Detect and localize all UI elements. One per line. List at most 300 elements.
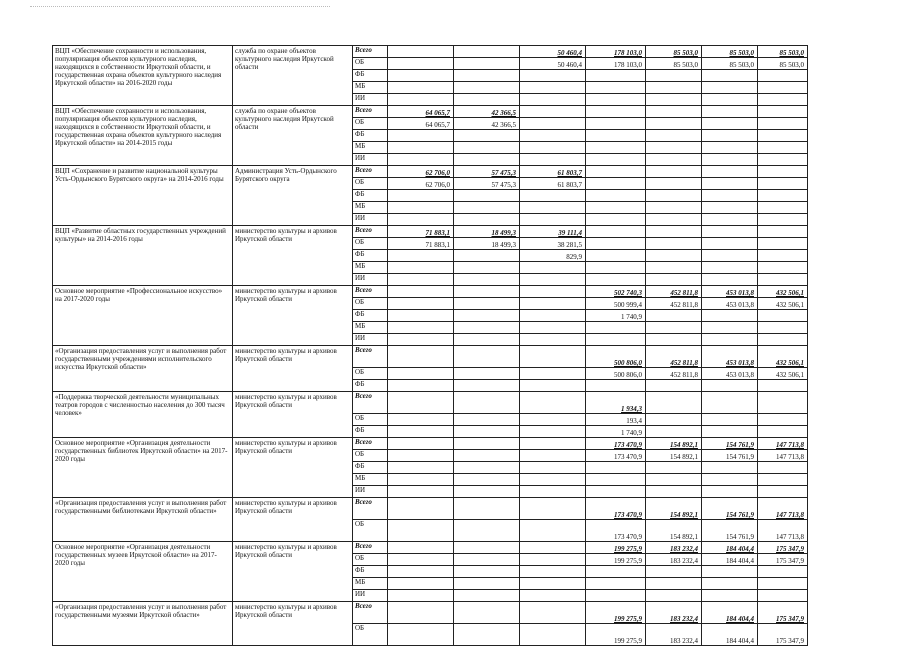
funding-source: МБ bbox=[353, 82, 388, 94]
amount-cell bbox=[388, 58, 454, 70]
amount-cell bbox=[520, 590, 586, 602]
amount-cell bbox=[758, 322, 808, 334]
program-description: Основное мероприятие «Профессиональное искусство» на 2017-2020 годы bbox=[53, 286, 233, 346]
amount-cell bbox=[702, 334, 758, 346]
amount-cell: 50 460,4 bbox=[520, 58, 586, 70]
amount-cell bbox=[454, 368, 520, 380]
funding-source: Всего bbox=[353, 498, 388, 520]
amount-cell bbox=[758, 426, 808, 438]
amount-cell bbox=[758, 262, 808, 274]
amount-cell bbox=[520, 106, 586, 118]
amount-cell bbox=[388, 190, 454, 202]
amount-cell bbox=[454, 346, 520, 368]
amount-cell: 178 103,0 bbox=[586, 46, 646, 58]
funding-source: МБ bbox=[353, 262, 388, 274]
amount-cell bbox=[702, 106, 758, 118]
funding-source: ОБ bbox=[353, 554, 388, 566]
amount-cell bbox=[454, 286, 520, 298]
amount-cell: 147 713,8 bbox=[758, 438, 808, 450]
funding-source: ФБ bbox=[353, 426, 388, 438]
amount-cell bbox=[586, 142, 646, 154]
amount-cell bbox=[646, 274, 702, 286]
amount-cell bbox=[520, 202, 586, 214]
table-row bbox=[53, 498, 808, 520]
amount-cell: 183 232,4 bbox=[646, 554, 702, 566]
amount-cell bbox=[388, 262, 454, 274]
amount-cell: 85 503,0 bbox=[758, 58, 808, 70]
amount-cell bbox=[520, 154, 586, 166]
amount-cell bbox=[454, 82, 520, 94]
funding-source: ОБ bbox=[353, 238, 388, 250]
amount-cell bbox=[520, 438, 586, 450]
budget-table bbox=[52, 45, 808, 646]
amount-cell bbox=[646, 392, 702, 414]
table-row bbox=[53, 392, 808, 414]
amount-cell bbox=[646, 130, 702, 142]
amount-cell bbox=[388, 590, 454, 602]
amount-cell: 175 347,9 bbox=[758, 554, 808, 566]
amount-cell: 154 892,1 bbox=[646, 438, 702, 450]
scan-edge-marks bbox=[30, 6, 330, 13]
amount-cell: 154 761,9 bbox=[702, 520, 758, 542]
amount-cell bbox=[702, 142, 758, 154]
amount-cell bbox=[454, 262, 520, 274]
amount-cell bbox=[454, 202, 520, 214]
amount-cell bbox=[520, 214, 586, 226]
funding-source: ОБ bbox=[353, 624, 388, 646]
amount-cell bbox=[388, 130, 454, 142]
amount-cell: 432 506,1 bbox=[758, 346, 808, 368]
program-description: Основное мероприятие «Организация деятельности государственных библиотек Иркутской области» на 2017-2020 годы bbox=[53, 438, 233, 498]
amount-cell bbox=[646, 154, 702, 166]
amount-cell bbox=[454, 392, 520, 414]
amount-cell: 62 706,0 bbox=[388, 178, 454, 190]
amount-cell bbox=[586, 178, 646, 190]
amount-cell bbox=[586, 250, 646, 262]
amount-cell bbox=[388, 520, 454, 542]
amount-cell bbox=[758, 238, 808, 250]
amount-cell bbox=[586, 166, 646, 178]
amount-cell bbox=[702, 202, 758, 214]
amount-cell: 85 503,0 bbox=[702, 46, 758, 58]
amount-cell bbox=[646, 414, 702, 426]
amount-cell bbox=[388, 450, 454, 462]
amount-cell: 42 366,5 bbox=[454, 106, 520, 118]
amount-cell: 453 013,8 bbox=[702, 346, 758, 368]
funding-source: Всего bbox=[353, 438, 388, 450]
program-description: «Организация предоставления услуг и выполнения работ государственными учреждениями исполнительского искусства Иркутской области» bbox=[53, 346, 233, 392]
amount-cell: 57 475,3 bbox=[454, 166, 520, 178]
responsible-organization: министерство культуры и архивов Иркутской области bbox=[233, 286, 353, 346]
amount-cell: 154 892,1 bbox=[646, 498, 702, 520]
amount-cell bbox=[702, 226, 758, 238]
funding-source: МБ bbox=[353, 202, 388, 214]
funding-source: ОБ bbox=[353, 414, 388, 426]
amount-cell bbox=[388, 82, 454, 94]
amount-cell bbox=[520, 118, 586, 130]
amount-cell: 175 347,9 bbox=[758, 542, 808, 554]
amount-cell bbox=[646, 94, 702, 106]
amount-cell: 154 892,1 bbox=[646, 450, 702, 462]
responsible-organization: служба по охране объектов культурного наследия Иркутской области bbox=[233, 46, 353, 106]
amount-cell bbox=[758, 462, 808, 474]
amount-cell bbox=[520, 624, 586, 646]
amount-cell bbox=[586, 380, 646, 392]
amount-cell: 1 934,3 bbox=[586, 392, 646, 414]
amount-cell bbox=[758, 578, 808, 590]
amount-cell bbox=[520, 310, 586, 322]
amount-cell: 184 404,4 bbox=[702, 602, 758, 624]
amount-cell bbox=[388, 334, 454, 346]
amount-cell bbox=[702, 154, 758, 166]
amount-cell: 154 892,1 bbox=[646, 520, 702, 542]
amount-cell bbox=[758, 190, 808, 202]
responsible-organization: служба по охране объектов культурного наследия Иркутской области bbox=[233, 106, 353, 166]
amount-cell bbox=[586, 82, 646, 94]
program-description: «Поддержка творческой деятельности муниципальных театров городов с численностью населения до 300 тысяч человек» bbox=[53, 392, 233, 438]
amount-cell bbox=[454, 142, 520, 154]
amount-cell: 452 811,8 bbox=[646, 368, 702, 380]
amount-cell: 1 740,9 bbox=[586, 310, 646, 322]
amount-cell bbox=[586, 118, 646, 130]
amount-cell bbox=[520, 520, 586, 542]
amount-cell bbox=[646, 380, 702, 392]
amount-cell bbox=[586, 590, 646, 602]
amount-cell bbox=[646, 106, 702, 118]
table-row bbox=[53, 286, 808, 298]
amount-cell bbox=[702, 274, 758, 286]
amount-cell: 71 883,1 bbox=[388, 226, 454, 238]
amount-cell bbox=[646, 70, 702, 82]
amount-cell: 57 475,3 bbox=[454, 178, 520, 190]
table-body bbox=[53, 46, 808, 646]
amount-cell bbox=[646, 262, 702, 274]
amount-cell bbox=[758, 226, 808, 238]
amount-cell bbox=[388, 380, 454, 392]
funding-source: ФБ bbox=[353, 566, 388, 578]
amount-cell bbox=[758, 82, 808, 94]
amount-cell bbox=[646, 566, 702, 578]
amount-cell bbox=[758, 130, 808, 142]
amount-cell bbox=[454, 554, 520, 566]
amount-cell bbox=[454, 274, 520, 286]
amount-cell bbox=[520, 274, 586, 286]
funding-source: МБ bbox=[353, 142, 388, 154]
amount-cell bbox=[758, 118, 808, 130]
amount-cell bbox=[646, 334, 702, 346]
amount-cell bbox=[454, 190, 520, 202]
responsible-organization: министерство культуры и архивов Иркутской области bbox=[233, 542, 353, 602]
amount-cell bbox=[520, 554, 586, 566]
program-description: «Организация предоставления услуг и выполнения работ государственными музеями Иркутской области» bbox=[53, 602, 233, 646]
amount-cell bbox=[586, 474, 646, 486]
amount-cell bbox=[520, 322, 586, 334]
amount-cell bbox=[646, 474, 702, 486]
amount-cell: 502 740,3 bbox=[586, 286, 646, 298]
amount-cell bbox=[702, 414, 758, 426]
amount-cell bbox=[520, 334, 586, 346]
responsible-organization: министерство культуры и архивов Иркутской области bbox=[233, 226, 353, 286]
amount-cell: 184 404,4 bbox=[702, 624, 758, 646]
funding-source: Всего bbox=[353, 542, 388, 554]
funding-source: ФБ bbox=[353, 310, 388, 322]
amount-cell bbox=[388, 392, 454, 414]
responsible-organization: министерство культуры и архивов Иркутской области bbox=[233, 346, 353, 392]
amount-cell bbox=[454, 94, 520, 106]
amount-cell bbox=[520, 450, 586, 462]
amount-cell bbox=[454, 542, 520, 554]
amount-cell bbox=[702, 178, 758, 190]
amount-cell bbox=[388, 426, 454, 438]
funding-source: ИИ bbox=[353, 274, 388, 286]
responsible-organization: Администрация Усть-Ордынского Бурятского округа bbox=[233, 166, 353, 226]
amount-cell: 432 506,1 bbox=[758, 298, 808, 310]
amount-cell bbox=[702, 118, 758, 130]
funding-source: ИИ bbox=[353, 94, 388, 106]
amount-cell bbox=[758, 274, 808, 286]
amount-cell bbox=[586, 486, 646, 498]
amount-cell: 64 065,7 bbox=[388, 118, 454, 130]
funding-source: Всего bbox=[353, 286, 388, 298]
amount-cell bbox=[388, 142, 454, 154]
amount-cell bbox=[454, 566, 520, 578]
amount-cell: 432 506,1 bbox=[758, 286, 808, 298]
amount-cell: 184 404,4 bbox=[702, 542, 758, 554]
amount-cell bbox=[758, 566, 808, 578]
amount-cell: 18 499,3 bbox=[454, 238, 520, 250]
amount-cell: 500 806,0 bbox=[586, 368, 646, 380]
amount-cell: 85 503,0 bbox=[758, 46, 808, 58]
amount-cell: 61 803,7 bbox=[520, 178, 586, 190]
amount-cell bbox=[646, 118, 702, 130]
table-row bbox=[53, 438, 808, 450]
amount-cell bbox=[454, 450, 520, 462]
responsible-organization: министерство культуры и архивов Иркутской области bbox=[233, 602, 353, 646]
amount-cell bbox=[454, 70, 520, 82]
amount-cell bbox=[702, 322, 758, 334]
funding-source: ФБ bbox=[353, 130, 388, 142]
amount-cell bbox=[758, 590, 808, 602]
amount-cell bbox=[520, 130, 586, 142]
amount-cell bbox=[388, 250, 454, 262]
amount-cell bbox=[520, 426, 586, 438]
amount-cell bbox=[388, 566, 454, 578]
amount-cell bbox=[388, 602, 454, 624]
table-row bbox=[53, 346, 808, 368]
amount-cell bbox=[388, 214, 454, 226]
amount-cell bbox=[388, 298, 454, 310]
amount-cell bbox=[702, 578, 758, 590]
funding-source: ФБ bbox=[353, 380, 388, 392]
amount-cell bbox=[586, 70, 646, 82]
amount-cell: 154 761,9 bbox=[702, 450, 758, 462]
amount-cell bbox=[586, 106, 646, 118]
amount-cell: 173 470,9 bbox=[586, 520, 646, 542]
amount-cell: 829,9 bbox=[520, 250, 586, 262]
amount-cell bbox=[646, 226, 702, 238]
amount-cell bbox=[520, 486, 586, 498]
amount-cell bbox=[388, 414, 454, 426]
amount-cell bbox=[702, 310, 758, 322]
funding-source: ФБ bbox=[353, 250, 388, 262]
funding-source: Всего bbox=[353, 346, 388, 368]
amount-cell bbox=[758, 380, 808, 392]
amount-cell bbox=[702, 166, 758, 178]
amount-cell: 173 470,9 bbox=[586, 438, 646, 450]
amount-cell bbox=[646, 142, 702, 154]
amount-cell bbox=[388, 202, 454, 214]
amount-cell bbox=[586, 322, 646, 334]
amount-cell bbox=[702, 426, 758, 438]
funding-source: ОБ bbox=[353, 58, 388, 70]
amount-cell bbox=[520, 474, 586, 486]
amount-cell: 147 713,8 bbox=[758, 450, 808, 462]
amount-cell bbox=[646, 322, 702, 334]
amount-cell bbox=[702, 214, 758, 226]
amount-cell: 452 811,8 bbox=[646, 286, 702, 298]
amount-cell bbox=[758, 334, 808, 346]
amount-cell: 500 999,4 bbox=[586, 298, 646, 310]
amount-cell: 453 013,8 bbox=[702, 286, 758, 298]
amount-cell bbox=[646, 178, 702, 190]
amount-cell bbox=[388, 70, 454, 82]
amount-cell: 199 275,9 bbox=[586, 602, 646, 624]
amount-cell bbox=[520, 94, 586, 106]
amount-cell bbox=[702, 238, 758, 250]
amount-cell: 183 232,4 bbox=[646, 624, 702, 646]
table-row bbox=[53, 602, 808, 624]
funding-source: ИИ bbox=[353, 214, 388, 226]
funding-source: Всего bbox=[353, 392, 388, 414]
funding-source: ОБ bbox=[353, 520, 388, 542]
amount-cell: 199 275,9 bbox=[586, 554, 646, 566]
amount-cell bbox=[454, 214, 520, 226]
amount-cell: 18 499,3 bbox=[454, 226, 520, 238]
amount-cell bbox=[586, 274, 646, 286]
amount-cell: 154 761,9 bbox=[702, 438, 758, 450]
amount-cell bbox=[454, 486, 520, 498]
amount-cell bbox=[520, 346, 586, 368]
amount-cell bbox=[758, 70, 808, 82]
amount-cell: 453 013,8 bbox=[702, 368, 758, 380]
amount-cell: 184 404,4 bbox=[702, 554, 758, 566]
amount-cell bbox=[454, 438, 520, 450]
amount-cell bbox=[758, 250, 808, 262]
amount-cell bbox=[758, 392, 808, 414]
funding-source: ИИ bbox=[353, 590, 388, 602]
amount-cell bbox=[758, 214, 808, 226]
amount-cell bbox=[520, 498, 586, 520]
table-row bbox=[53, 46, 808, 58]
amount-cell bbox=[388, 274, 454, 286]
amount-cell bbox=[702, 130, 758, 142]
funding-source: ИИ bbox=[353, 154, 388, 166]
amount-cell: 62 706,0 bbox=[388, 166, 454, 178]
amount-cell: 85 503,0 bbox=[646, 46, 702, 58]
amount-cell bbox=[646, 462, 702, 474]
amount-cell bbox=[520, 286, 586, 298]
amount-cell bbox=[388, 94, 454, 106]
amount-cell: 61 803,7 bbox=[520, 166, 586, 178]
program-description: ВЦП «Развитие областных государственных учреждений культуры» на 2014-2016 годы bbox=[53, 226, 233, 286]
amount-cell: 193,4 bbox=[586, 414, 646, 426]
table-row bbox=[53, 542, 808, 554]
amount-cell bbox=[702, 70, 758, 82]
amount-cell bbox=[646, 250, 702, 262]
amount-cell bbox=[388, 438, 454, 450]
amount-cell: 183 232,4 bbox=[646, 542, 702, 554]
amount-cell bbox=[758, 166, 808, 178]
amount-cell bbox=[454, 130, 520, 142]
table-row bbox=[53, 166, 808, 178]
amount-cell bbox=[520, 380, 586, 392]
amount-cell bbox=[758, 486, 808, 498]
amount-cell bbox=[758, 178, 808, 190]
funding-source: Всего bbox=[353, 46, 388, 58]
amount-cell bbox=[702, 590, 758, 602]
amount-cell bbox=[586, 226, 646, 238]
amount-cell bbox=[454, 380, 520, 392]
amount-cell: 39 111,4 bbox=[520, 226, 586, 238]
amount-cell bbox=[586, 566, 646, 578]
responsible-organization: министерство культуры и архивов Иркутской области bbox=[233, 392, 353, 438]
amount-cell bbox=[454, 590, 520, 602]
amount-cell bbox=[454, 474, 520, 486]
amount-cell bbox=[388, 624, 454, 646]
amount-cell bbox=[646, 202, 702, 214]
amount-cell: 175 347,9 bbox=[758, 602, 808, 624]
amount-cell bbox=[646, 238, 702, 250]
amount-cell bbox=[702, 380, 758, 392]
responsible-organization: министерство культуры и архивов Иркутской области bbox=[233, 498, 353, 542]
amount-cell bbox=[454, 58, 520, 70]
amount-cell: 500 806,0 bbox=[586, 346, 646, 368]
amount-cell bbox=[646, 82, 702, 94]
amount-cell bbox=[520, 298, 586, 310]
amount-cell bbox=[702, 462, 758, 474]
amount-cell bbox=[454, 624, 520, 646]
amount-cell bbox=[520, 414, 586, 426]
funding-source: МБ bbox=[353, 322, 388, 334]
amount-cell: 175 347,9 bbox=[758, 624, 808, 646]
amount-cell bbox=[454, 414, 520, 426]
amount-cell bbox=[388, 322, 454, 334]
amount-cell bbox=[520, 190, 586, 202]
amount-cell: 38 281,5 bbox=[520, 238, 586, 250]
amount-cell bbox=[520, 262, 586, 274]
amount-cell: 199 275,9 bbox=[586, 624, 646, 646]
funding-source: Всего bbox=[353, 226, 388, 238]
amount-cell: 452 811,8 bbox=[646, 298, 702, 310]
funding-source: ФБ bbox=[353, 462, 388, 474]
amount-cell bbox=[646, 486, 702, 498]
amount-cell bbox=[646, 426, 702, 438]
amount-cell bbox=[702, 566, 758, 578]
funding-source: ОБ bbox=[353, 178, 388, 190]
amount-cell bbox=[388, 286, 454, 298]
amount-cell bbox=[454, 322, 520, 334]
amount-cell bbox=[702, 474, 758, 486]
amount-cell bbox=[586, 202, 646, 214]
table-row bbox=[53, 106, 808, 118]
amount-cell bbox=[758, 202, 808, 214]
amount-cell: 85 503,0 bbox=[646, 58, 702, 70]
amount-cell bbox=[520, 392, 586, 414]
table-row bbox=[53, 226, 808, 238]
amount-cell bbox=[388, 498, 454, 520]
amount-cell bbox=[702, 94, 758, 106]
funding-source: ИИ bbox=[353, 486, 388, 498]
